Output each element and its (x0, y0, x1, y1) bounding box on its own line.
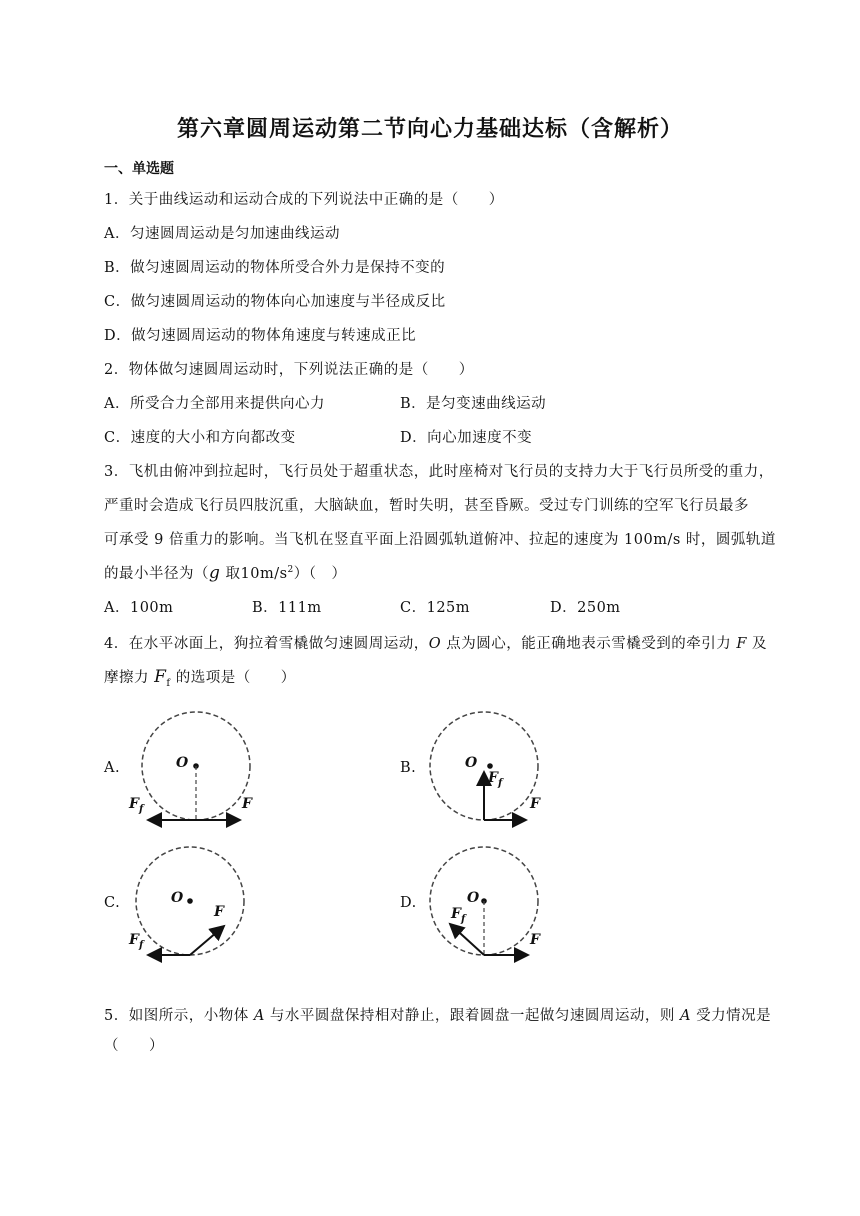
label-ff-c-sub: f (138, 939, 144, 951)
label-f-c: F (214, 904, 224, 920)
q4-ff-symbol: F (154, 667, 167, 687)
label-f-d: F (530, 932, 540, 948)
q5-line-1-mid: 与水平圆盘保持相对静止，跟着圆盘一起做匀速圆周运动，则 (264, 1008, 681, 1024)
label-ff-d-main: F (451, 906, 461, 922)
q4-line-1-mid: 点为圆心，能正确地表示雪橇受到的牵引力 (441, 636, 737, 652)
q1-option-a: A．匀速圆周运动是匀加速曲线运动 (104, 226, 340, 242)
diagram-b (390, 700, 570, 840)
page-title: 第六章圆周运动第二节向心力基础达标（含解析） (176, 116, 683, 142)
q3-line-4 (104, 562, 347, 583)
q4-line-1 (104, 632, 767, 653)
q5-a-symbol-2: A (680, 1008, 692, 1024)
q2-option-c: C．速度的大小和方向都改变 (104, 430, 296, 446)
q1-option-c: C．做匀速圆周运动的物体向心加速度与半径成反比 (104, 294, 446, 310)
diagram-c (100, 835, 280, 975)
q2-stem: 2．物体做匀速圆周运动时，下列说法正确的是（ ） (104, 362, 474, 378)
q4-o-symbol: O (428, 636, 442, 652)
q4-option-d-label: D. (400, 895, 417, 911)
q2-option-d: D．向心加速度不变 (400, 430, 533, 446)
label-ff-a (129, 796, 143, 815)
q5-line-1-prefix: 5．如图所示，小物体 (104, 1008, 254, 1024)
q3-g-value: 10m/s (240, 566, 288, 582)
q5-line-1-suffix: 受力情况是 (691, 1008, 772, 1024)
label-o-a: O (176, 755, 189, 771)
q2-option-a: A．所受合力全部用来提供向心力 (104, 396, 325, 412)
q1-option-d: D．做匀速圆周运动的物体角速度与转速成正比 (104, 328, 417, 344)
q4-ff-subscript: f (166, 677, 171, 689)
q3-option-c: C．125m (400, 600, 471, 616)
q4-f-symbol: F (736, 636, 747, 652)
center-point (187, 898, 193, 904)
q4-option-b-label: B. (400, 760, 417, 776)
q2-option-b: B．是匀变速曲线运动 (400, 396, 547, 412)
q1-stem: 1．关于曲线运动和运动合成的下列说法中正确的是（ ） (104, 192, 504, 208)
q5-a-symbol: A (253, 1008, 265, 1024)
label-o-b: O (465, 755, 478, 771)
diagram-a (100, 700, 280, 840)
arrow-f (190, 926, 224, 955)
q3-line-4-prefix: 的最小半径为（ (104, 566, 209, 582)
q3-take: 取 (220, 566, 241, 582)
q3-line-4-suffix: ）（ ） (293, 566, 347, 582)
arrow-ff (450, 924, 484, 955)
q4-line-1-prefix: 4．在水平冰面上，狗拉着雪橇做匀速圆周运动， (104, 636, 429, 652)
q4-line-2 (104, 666, 296, 689)
q3-option-a: A．100m (104, 600, 174, 616)
q3-g-exponent: 2 (287, 565, 294, 576)
q4-line-2-suffix: 的选项是（ ） (170, 670, 296, 686)
q4-option-a-label: A. (104, 760, 121, 776)
label-o-c: O (171, 890, 184, 906)
q3-option-b: B．111m (252, 600, 322, 616)
q4-option-c-label: C. (104, 895, 121, 911)
label-f-b: F (530, 796, 540, 812)
q4-line-2-prefix: 摩擦力 (104, 670, 155, 686)
label-ff-a-sub: f (138, 803, 144, 815)
q5-line-2: （ ） (104, 1038, 164, 1054)
label-ff-d-sub: f (460, 913, 466, 925)
label-ff-c (129, 932, 143, 951)
diagram-d (392, 835, 572, 975)
section-heading: 一、单选题 (104, 161, 174, 177)
q5-line-1 (104, 1004, 771, 1025)
q3-line-1: 3．飞机由俯冲到拉起时，飞行员处于超重状态，此时座椅对飞行员的支持力大于飞行员所受的重力， (104, 464, 774, 480)
label-ff-b (488, 770, 502, 789)
q3-line-2: 严重时会造成飞行员四肢沉重，大脑缺血，暂时失明，甚至昏厥。受过专门训练的空军飞行员最多 (104, 498, 749, 514)
label-ff-b-sub: f (497, 777, 503, 789)
label-ff-c-main: F (129, 932, 139, 948)
q1-option-b: B．做匀速圆周运动的物体所受合外力是保持不变的 (104, 260, 446, 276)
q4-line-1-suffix: 及 (746, 636, 768, 652)
label-f-a: F (242, 796, 252, 812)
label-ff-b-main: F (488, 770, 498, 786)
q3-option-d: D．250m (550, 600, 621, 616)
label-ff-d (451, 906, 465, 925)
q3-line-3: 可承受 9 倍重力的影响。当飞机在竖直平面上沿圆弧轨道俯冲、拉起的速度为 100m/s 时，圆弧轨道 (104, 532, 776, 548)
label-ff-a-main: F (129, 796, 139, 812)
q3-g-symbol: g (209, 563, 221, 583)
label-o-d: O (467, 890, 480, 906)
center-point (487, 763, 493, 769)
